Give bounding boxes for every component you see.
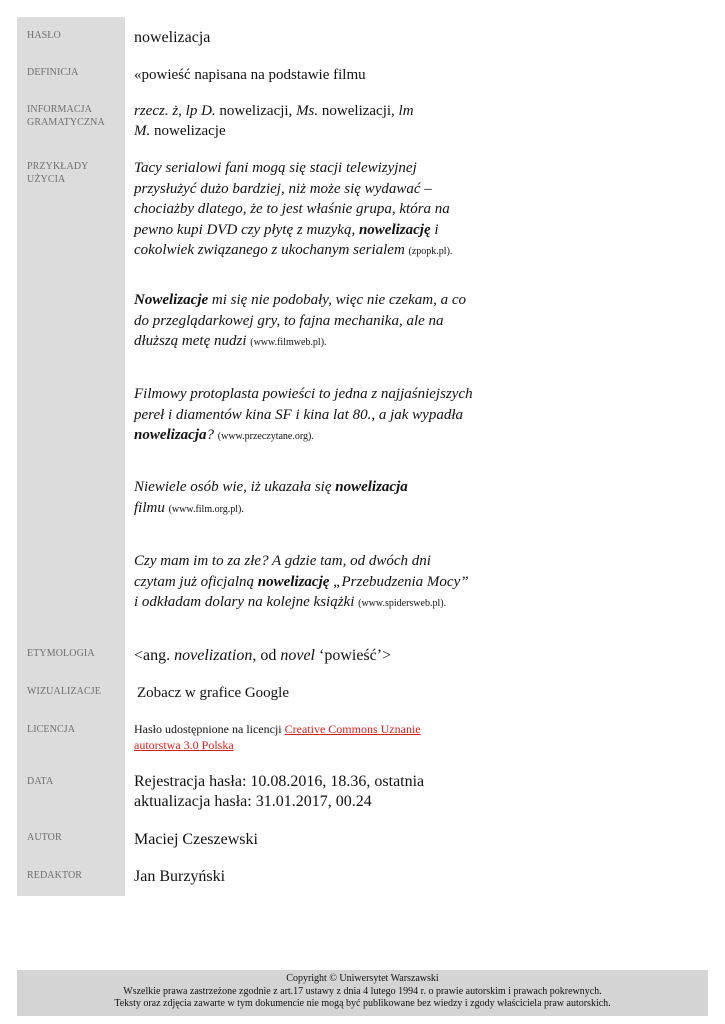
- rights-line: Wszelkie prawa zastrzeżone zgodnie z art.17 ustawy z dnia 4 lutego 1994 r. o prawie autorskim i prawach pokrewnych.: [123, 985, 602, 997]
- label-informacja-line1: INFORMACJA: [27, 104, 92, 115]
- license-link-line1[interactable]: Creative Commons Uznanie: [284, 722, 421, 736]
- label-przyklady-line2: UŻYCIA: [27, 174, 66, 185]
- etymology-part: , od: [252, 647, 281, 664]
- example-text: Filmowy protoplasta powieści to jedna z najjaśniejszych pereł i diamentów kina SF i kina lat 80., a jak wypadła: [134, 386, 473, 423]
- example-headword: nowelizacja: [134, 427, 207, 443]
- label-definicja: DEFINICJA: [27, 67, 79, 78]
- license-text: [134, 721, 474, 753]
- etymology-part: novel: [280, 647, 315, 664]
- example-text: mi się nie podobały, więc nie czekam, a co do przeglądarkowej gry, to fajna mechanika, ale na dłuższą metę nudzi: [134, 292, 467, 349]
- example-3: [134, 384, 474, 448]
- grammar-part: nowelizacji,: [215, 103, 297, 119]
- example-headword: nowelizacja: [335, 479, 408, 495]
- grammar-part: nowelizacje: [150, 123, 226, 139]
- etymology-part: <ang.: [134, 647, 175, 664]
- label-redaktor: REDAKTOR: [27, 870, 83, 881]
- label-przyklady-line1: PRZYKŁADY: [27, 161, 89, 172]
- license-link-line2[interactable]: autorstwa 3.0 Polska: [134, 738, 234, 752]
- usage-line: Teksty oraz zdjęcia zawarte w tym dokumencie nie mogą być publikowane bez wiedzy i zgody właściciela praw autorskich.: [114, 998, 611, 1009]
- label-data: DATA: [27, 776, 54, 787]
- copyright-footer: [17, 970, 708, 1016]
- label-licencja: LICENCJA: [27, 724, 76, 735]
- grammar-part: nowelizacji,: [318, 103, 399, 119]
- grammar-info: [134, 101, 474, 141]
- grammar-part: lm: [398, 103, 414, 119]
- example-source: (www.film.org.pl).: [168, 503, 244, 515]
- example-5: [134, 551, 474, 615]
- update-date: aktualizacja hasła: 31.01.2017, 00.24: [134, 793, 372, 810]
- label-etymologia: ETYMOLOGIA: [27, 648, 95, 659]
- example-text: i cokolwiek związanego z ukochanym serialem: [134, 221, 439, 258]
- grammar-part: Ms.: [296, 103, 319, 119]
- author: Maciej Czeszewski: [134, 831, 258, 848]
- etymology-part: ‘powieść’>: [315, 647, 392, 664]
- etymology-part: novelization: [174, 647, 253, 664]
- example-source: (www.filmweb.pl).: [250, 337, 327, 348]
- example-4: [134, 477, 474, 520]
- example-text: filmu: [134, 499, 165, 516]
- headword: nowelizacja: [134, 29, 211, 46]
- example-source: (www.przeczytane.org).: [217, 431, 314, 442]
- example-1: [134, 158, 474, 263]
- label-informacja-gramatyczna: [27, 103, 123, 129]
- label-przyklady-uzycia: [27, 160, 123, 186]
- example-source: (zpopk.pl).: [408, 246, 453, 257]
- example-text: ?: [206, 427, 215, 443]
- example-headword: nowelizację: [257, 573, 330, 590]
- etymology: [134, 646, 474, 666]
- grammar-part: M.: [134, 123, 151, 139]
- license-prefix: Hasło udostępnione na licencji: [134, 722, 285, 736]
- example-source: (www.spidersweb.pl).: [358, 598, 447, 609]
- label-column: [17, 17, 125, 896]
- grammar-part: rzecz. ż, lp D.: [134, 103, 216, 119]
- dates: [134, 772, 474, 812]
- registration-date: Rejestracja hasła: 10.08.2016, 18.36, ostatnia: [134, 773, 425, 790]
- label-autor: AUTOR: [27, 832, 62, 843]
- example-text: Czy mam im to za złe? A gdzie tam, od dwóch dni czytam już oficjalną: [134, 553, 431, 590]
- example-text: Tacy serialowi fani mogą się stacji telewizyjnej przysłużyć dużo bardziej, niż może się wydawać – chociażby dlatego, że to jest właśnie grupa, która na pewno kupi DVD czy płytę z muzyką,: [134, 160, 450, 238]
- example-headword: nowelizację: [358, 221, 431, 238]
- copyright-line: Copyright © Uniwersytet Warszawski: [286, 973, 439, 984]
- example-headword: Nowelizacje: [134, 292, 209, 308]
- label-informacja-line2: GRAMATYCZNA: [27, 117, 105, 128]
- label-wizualizacje: WIZUALIZACJE: [27, 686, 101, 697]
- example-text: „Przebudzenia Mocy” i odkładam dolary na kolejne książki: [134, 573, 469, 610]
- label-haslo: HASŁO: [27, 30, 61, 41]
- definition: «powieść napisana na podstawie filmu: [134, 67, 366, 83]
- example-text: Niewiele osób wie, iż ukazała się: [134, 479, 336, 495]
- example-2: [134, 290, 474, 354]
- editor: Jan Burzyński: [134, 868, 226, 885]
- google-images-link[interactable]: Zobacz w grafice Google: [137, 685, 290, 701]
